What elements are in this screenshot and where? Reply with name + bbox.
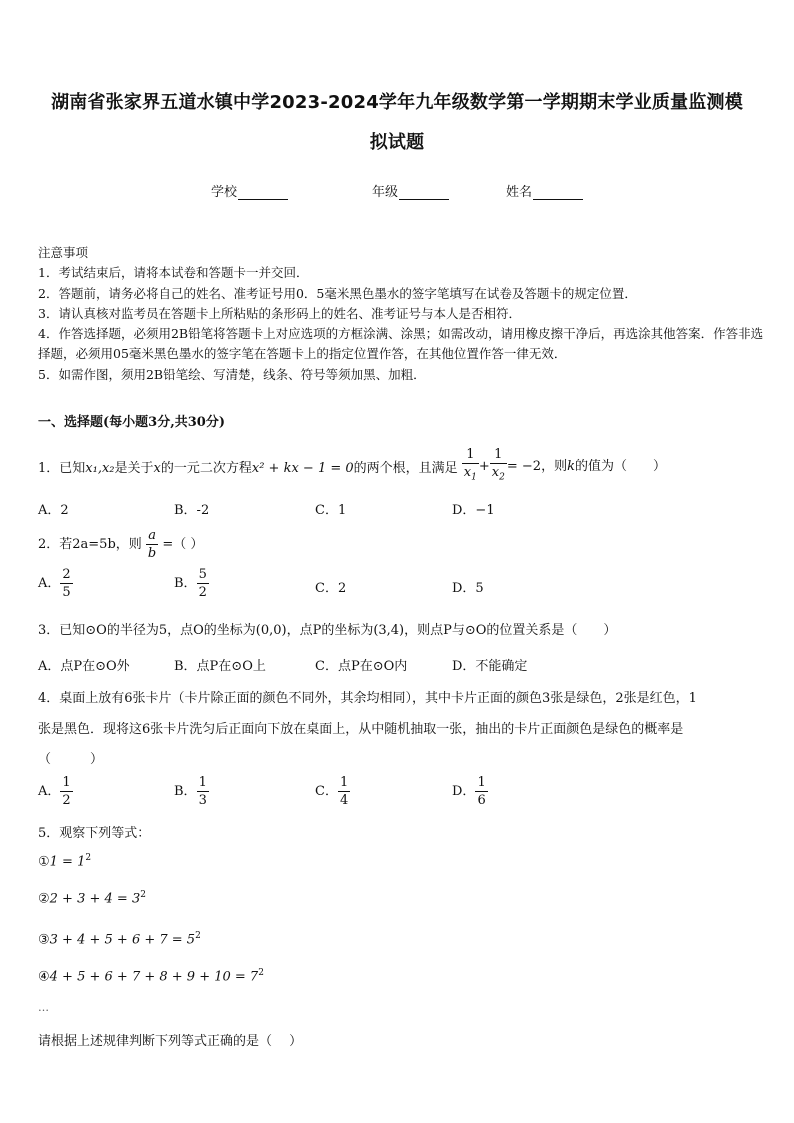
school-blank (238, 187, 288, 200)
grade-blank (399, 187, 449, 200)
q1-text: 的两个根，且满足 (353, 460, 458, 476)
q3-option-b: B．点P在⊙O上 (174, 659, 266, 674)
frac-num: 1 (477, 775, 486, 790)
name-label: 姓名 (506, 185, 533, 200)
q5-ellipsis: … (38, 1001, 49, 1014)
q5-mark: ④ (38, 969, 50, 985)
name-field (506, 181, 583, 200)
q1-option-c: C．1 (315, 503, 347, 518)
q2-option-a (38, 566, 73, 601)
q1-option-a: A．2 (38, 503, 69, 518)
notes-block (38, 243, 764, 385)
frac-num: 1 (198, 775, 207, 790)
q4-option-c (315, 774, 350, 809)
frac-den: 5 (62, 585, 71, 600)
q1-var-x: x (153, 460, 161, 476)
note-item: 2．答题前，请务必将自己的姓名、准考证号用0．5毫米黑色墨水的签字笔填写在试卷及答题卡的规定位置． (38, 285, 637, 301)
q2-text: =（ ） (162, 537, 204, 552)
q3-option-d: D．不能确定 (452, 659, 528, 674)
question-4-line: （ ） (38, 752, 104, 767)
q5-eq-text: 3 + 4 + 5 + 6 + 7 = 5 (49, 932, 196, 948)
q5-eq-exp: 2 (195, 931, 201, 941)
frac-den: 6 (477, 793, 486, 808)
q3-option-c: C．点P在⊙O内 (315, 659, 408, 674)
q5-eq-text: 1 = 1 (49, 854, 86, 870)
q5-mark: ③ (38, 932, 50, 948)
frac-num: 5 (198, 567, 207, 582)
note-item: 1．考试结束后，请将本试卷和答题卡一并交回． (38, 265, 309, 281)
notes-heading: 注意事项 (38, 245, 89, 260)
note-item: 3．请认真核对监考员在答题卡上所粘贴的条形码上的姓名、准考证号与本人是否相符． (38, 305, 521, 321)
school-field (211, 181, 288, 200)
q4-option-d (452, 774, 488, 809)
question-3: 3．已知⊙O的半径为5，点O的坐标为(0,0)，点P的坐标为(3,4)，则点P与⊙O的位置关系是（ ） (38, 623, 617, 638)
note-item: 4．作答选择题，必须用2B铅笔将答题卡上对应选项的方框涂满、涂黑；如需改动，请用橡皮擦干净后，再选涂其他答案．作答非选择题，必须用05毫米黑色墨水的签字笔在答题卡上的指定位置作答，在其他位置作答一律无效． (38, 326, 764, 362)
name-blank (533, 187, 583, 200)
q5-eq-exp: 2 (85, 853, 92, 863)
question-1: 1．已知x₁,x₂是关于x的一元二次方程x² + kx − 1 = 0的两个根，且满足 $\frac{1}{x_1}$ + $\frac{1}{x_2}$ = −2，则k的值为（ ） (38, 446, 666, 487)
q2-option-frac (197, 566, 209, 601)
q5-equation-4 (38, 968, 264, 984)
frac-num: 1 (339, 775, 349, 790)
q4-option-label: D． (452, 784, 476, 799)
q2-text: 2．若2a=5b，则 (38, 537, 142, 552)
q1-text: ，则 (541, 458, 568, 474)
question-5-prompt: 请根据上述规律判断下列等式正确的是（ ） (38, 1034, 303, 1049)
q5-eq-text: 2 + 3 + 4 = 3 (49, 891, 141, 907)
q5-equation-1 (38, 853, 91, 869)
q4-option-a (38, 774, 73, 809)
q4-option-label: B． (174, 784, 197, 799)
q3-option-a: A．点P在⊙O外 (38, 659, 130, 674)
q1-text: 1．已知 (38, 460, 86, 476)
question-5-intro: 5．观察下列等式： (38, 826, 151, 841)
q5-eq-text: 4 + 5 + 6 + 7 + 8 + 9 + 10 = 7 (49, 969, 259, 985)
q1-option-d: D．−1 (452, 503, 495, 518)
q4-option-frac (60, 774, 72, 809)
frac-den: 2 (62, 793, 71, 808)
q5-equation-3 (38, 931, 201, 947)
q1-cond-rhs: = −2 (506, 458, 542, 474)
section-heading: 一、选择题(每小题3分,共30分) (38, 415, 225, 430)
school-label: 学校 (211, 185, 238, 200)
page-title-cont: 拟试题 (369, 132, 425, 153)
q2-option-d: D．5 (452, 581, 484, 596)
q2-option-label: B． (174, 576, 197, 591)
grade-field (372, 181, 449, 200)
q2-option-b (174, 566, 209, 601)
q1-vars: x₁,x₂ (85, 460, 115, 476)
q5-eq-exp: 2 (140, 890, 146, 900)
q2-frac (146, 527, 158, 562)
q1-var-k: k (567, 458, 575, 474)
grade-label: 年级 (372, 185, 399, 200)
q4-option-label: C． (315, 784, 338, 799)
q5-mark: ② (38, 891, 50, 907)
frac-den: 3 (198, 793, 207, 808)
q4-option-frac (197, 774, 209, 809)
q1-text: 的值为（ ） (574, 458, 666, 474)
q4-option-label: A． (38, 784, 61, 799)
frac-den: 4 (339, 793, 349, 808)
q1-option-b: B．-2 (174, 503, 210, 518)
question-4-line: 张是黑色．现将这6张卡片洗匀后正面向下放在桌面上，从中随机抽取一张，抽出的卡片正面颜色是绿色的概率是 (38, 722, 684, 737)
question-4-line: 4．桌面上放有6张卡片（卡片除正面的颜色不同外，其余均相同），其中卡片正面的颜色3张是绿色，2张是红色，1 (38, 691, 697, 706)
frac-num: 1 (62, 775, 71, 790)
q5-equation-2 (38, 890, 146, 906)
q1-frac: $\frac{1}{x_2}$ (491, 447, 505, 483)
q1-frac: $\frac{1}{x_1}$ (463, 447, 477, 483)
page-title: 湖南省张家界五道水镇中学2023-2024学年九年级数学第一学期期末学业质量监测模 (51, 92, 743, 113)
q1-text: 的一元二次方程 (160, 460, 252, 476)
q2-option-c: C．2 (315, 581, 347, 596)
q4-option-b (174, 774, 209, 809)
q2-frac-num: a (146, 527, 158, 545)
q2-option-frac (60, 566, 72, 601)
frac-den: 2 (198, 585, 207, 600)
q1-text: 是关于 (114, 460, 154, 476)
q5-eq-exp: 2 (258, 968, 264, 978)
frac-num: 2 (62, 567, 71, 582)
q2-option-label: A． (38, 576, 61, 591)
q1-equation: x² + kx − 1 = 0 (251, 460, 354, 476)
note-item: 5．如需作图，须用2B铅笔绘、写清楚，线条、符号等须加黑、加粗． (38, 366, 426, 382)
q4-option-frac (338, 774, 350, 809)
q5-mark: ① (38, 854, 50, 870)
q2-frac-den: b (147, 546, 157, 561)
q4-option-frac (475, 774, 487, 809)
question-2 (38, 527, 203, 562)
